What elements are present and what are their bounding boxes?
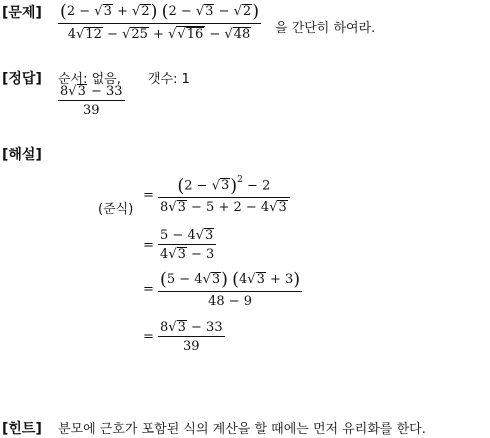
solution-step-3: = $\frac{(5 - 4√3) (4√3 + 3)}{48 - 9}$ (143, 270, 301, 309)
answer-order: 순서: 없음, (58, 72, 121, 87)
hint-text: 분모에 근호가 포함된 식의 계산을 할 때에는 먼저 유리화를 한다. (58, 422, 426, 437)
hint-label: [힌트] (2, 421, 42, 437)
problem-label: [문제] (2, 5, 42, 21)
solution-step-1: = $\frac{(2 - √3)^2 - 2}{8√3 - 5 + 2 - 4√3}$ (143, 175, 290, 216)
problem-expression (58, 2, 261, 42)
answer-count: 갯수: 1 (148, 72, 190, 87)
solution-lhs: (준식) (98, 202, 134, 217)
solution-label: [해설] (2, 147, 42, 163)
problem-instruction: 을 간단히 하여라. (275, 21, 376, 36)
solution-step-4: = $\frac{8√3 - 33}{39}$ (143, 320, 223, 355)
answer-expression: $\frac{8√3 - 33}{39}$ (60, 84, 123, 119)
answer-label: [정답] (2, 71, 42, 87)
solution-step-2: = $\frac{5 - 4√3}{4√3 - 3}$ (143, 228, 215, 263)
problem-denominator: 4√12 − √25 + √√16 − √48 (58, 23, 261, 42)
problem-numerator: (2 − √3 + √2) (2 − √3 − √2) (60, 2, 260, 22)
